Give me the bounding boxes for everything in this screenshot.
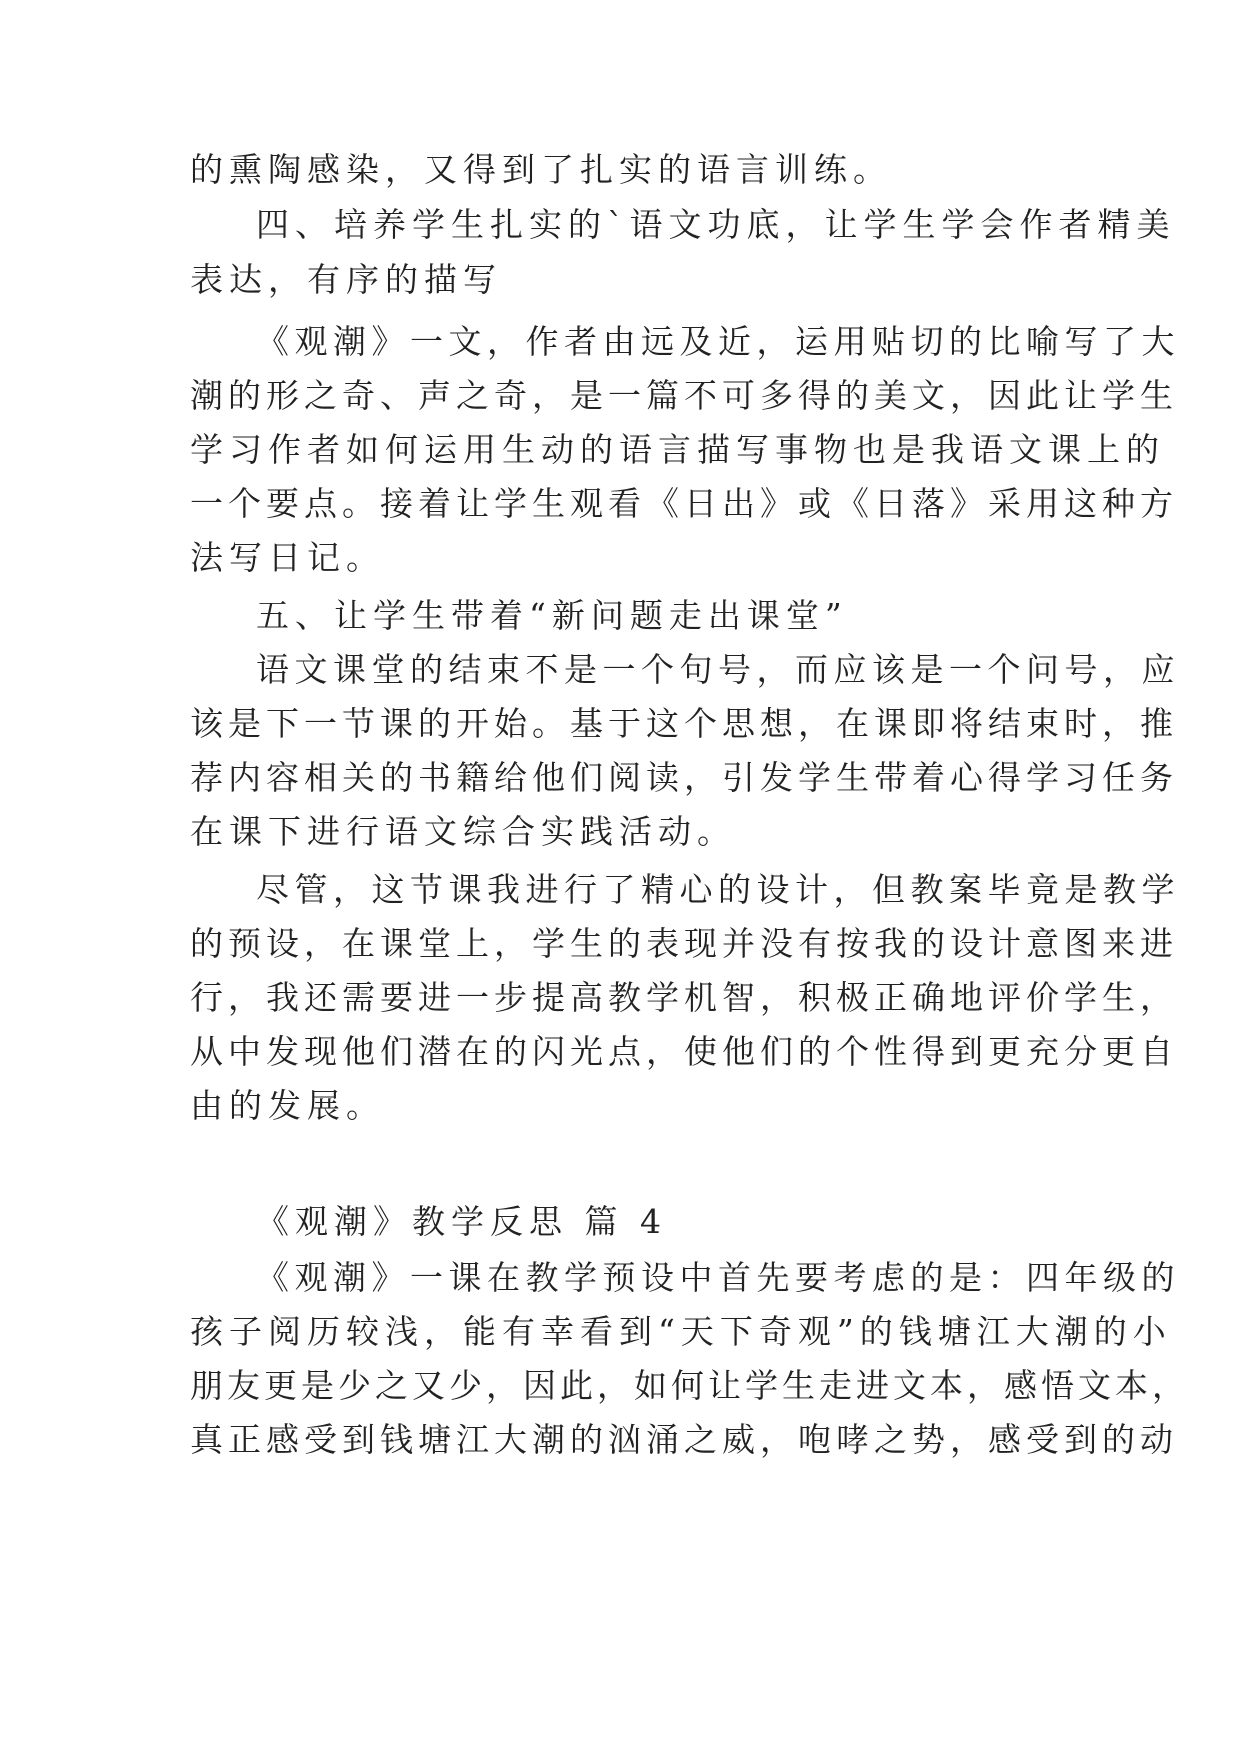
text-line: 荐内容相关的书籍给他们阅读，引发学生带着心得学习任务 — [190, 758, 1178, 797]
text-line: 在课下进行语文综合实践活动。 — [190, 812, 736, 851]
section-heading-5: 五、让学生带着“新问题走出课堂” — [256, 596, 848, 635]
text-line: 语文课堂的结束不是一个句号，而应该是一个问号，应 — [256, 650, 1180, 689]
text-line: 真正感受到钱塘江大潮的汹涌之威，咆哮之势，感受到的动 — [190, 1420, 1178, 1459]
text-line: 学习作者如何运用生动的语言描写事物也是我语文课上的 — [190, 430, 1165, 469]
section-heading-4: 四、培养学生扎实的`语文功底，让学生学会作者精美 — [256, 205, 1176, 244]
text-line: 行，我还需要进一步提高教学机智，积极正确地评价学生， — [190, 978, 1178, 1017]
section-heading-4-cont: 表达，有序的描写 — [190, 260, 502, 299]
text-line: 从中发现他们潜在的闪光点，使他们的个性得到更充分更自 — [190, 1032, 1178, 1071]
text-line: 《观潮》一课在教学预设中首先要考虑的是：四年级的 — [256, 1258, 1180, 1297]
text-line: 一个要点。接着让学生观看《日出》或《日落》采用这种方 — [190, 484, 1178, 523]
text-line: 《观潮》一文，作者由远及近，运用贴切的比喻写了大 — [256, 322, 1180, 361]
text-line: 的预设，在课堂上，学生的表现并没有按我的设计意图来进 — [190, 924, 1178, 963]
text-line: 孩子阅历较浅，能有幸看到“天下奇观”的钱塘江大潮的小 — [190, 1312, 1172, 1351]
text-line: 的熏陶感染，又得到了扎实的语言训练。 — [190, 150, 892, 189]
text-line: 朋友更是少之又少，因此，如何让学生走进文本，感悟文本， — [190, 1366, 1189, 1405]
text-line: 尽管，这节课我进行了精心的设计，但教案毕竟是教学 — [256, 870, 1180, 909]
text-line: 该是下一节课的开始。基于这个思想，在课即将结束时，推 — [190, 704, 1178, 743]
text-line: 潮的形之奇、声之奇，是一篇不可多得的美文，因此让学生 — [190, 376, 1178, 415]
text-line: 法写日记。 — [190, 538, 385, 577]
text-line: 由的发展。 — [190, 1086, 385, 1125]
article-title: 《观潮》教学反思 篇 4 — [256, 1202, 667, 1241]
